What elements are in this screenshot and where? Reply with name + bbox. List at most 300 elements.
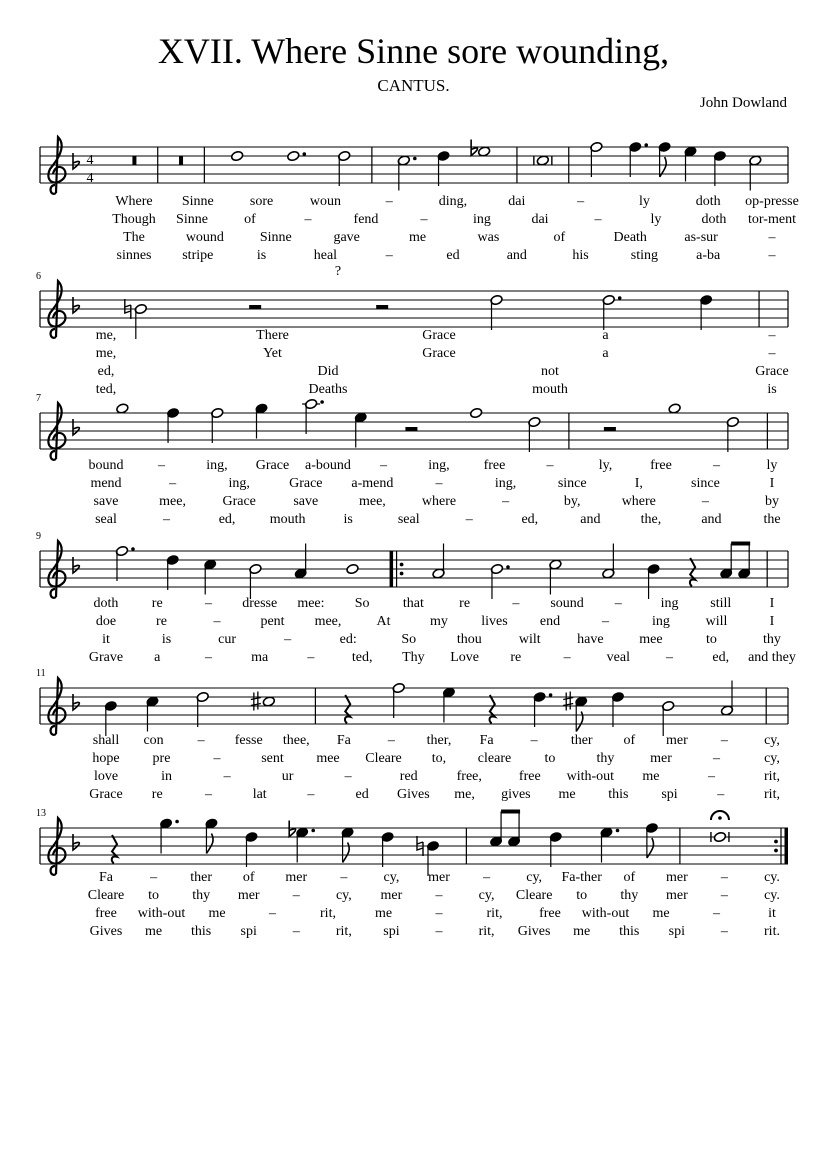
lyric-syllable: cy, [526, 870, 543, 885]
lyric-syllable: Did [317, 364, 339, 379]
lyric-syllable: – [713, 906, 720, 921]
half-rest-icon [376, 305, 388, 309]
lyric-syllable: me [573, 924, 591, 939]
lyric-syllable: ed, [218, 512, 236, 527]
lyric-syllable: mer [380, 888, 403, 903]
lyric-syllable: ther, [426, 733, 452, 748]
lyric-syllable: – [713, 458, 720, 473]
lyric-syllable: – [546, 458, 554, 473]
lyric-syllable: mee [639, 632, 663, 647]
lyric-syllable: thy [763, 632, 781, 647]
notehead [287, 150, 300, 161]
breve-rest-icon [132, 156, 136, 165]
lyric-syllable: Fa [99, 870, 113, 885]
lyric-syllable: – [465, 512, 473, 527]
lyric-syllable: thy [192, 888, 211, 903]
lyric-verse [96, 328, 777, 343]
lyric-syllable: is [343, 512, 353, 527]
notehead [262, 696, 275, 707]
lyric-syllable: his [572, 248, 589, 263]
lyric-syllable: ted, [351, 650, 373, 665]
lyric-syllable: doth [701, 212, 727, 227]
lyric-syllable: – [720, 924, 728, 939]
lyric-syllable: – [150, 870, 158, 885]
lyric-syllable: of [242, 870, 255, 885]
dot [549, 693, 553, 697]
lyric-syllable: – [269, 906, 276, 921]
lyric-syllable: ted, [95, 382, 117, 397]
lyric-syllable: as-sur [684, 230, 718, 245]
lyric-syllable: rit, [335, 924, 352, 939]
key-signature-flat-icon [73, 153, 79, 169]
lyric-syllable: to, [431, 751, 447, 766]
lyric-syllable: ing, [494, 476, 517, 491]
lyric-syllable: mer [665, 733, 688, 748]
lyric-syllable: – [602, 614, 609, 629]
staff-system [36, 668, 788, 802]
lyric-syllable: Cleare [515, 888, 553, 903]
lyric-verse [102, 632, 781, 647]
lyric-syllable: – [768, 328, 776, 343]
repeat-start-barline [390, 551, 394, 587]
lyric-syllable: mer [285, 870, 308, 885]
lyric-syllable: op-presse [745, 194, 799, 209]
lyric-syllable: heal [313, 248, 338, 263]
lyric-syllable: ing, [228, 476, 250, 491]
lyric-syllable: Fa-ther [561, 870, 602, 885]
lyric-syllable: bound [88, 458, 124, 473]
lyric-verse [99, 870, 780, 885]
lyric-syllable: the, [640, 512, 662, 527]
lyric-syllable: spi [240, 924, 257, 939]
lyric-syllable: ed, [97, 364, 115, 379]
lyric-verse [90, 924, 780, 939]
lyric-syllable: shall [92, 733, 120, 748]
lyric-syllable: red [399, 769, 418, 784]
staff-system [36, 393, 788, 527]
lyric-syllable: is [161, 632, 172, 647]
lyric-syllable: – [340, 870, 348, 885]
lyric-syllable: Grace [255, 458, 290, 473]
lyric-syllable: to [706, 632, 717, 647]
lyric-syllable: – [502, 494, 510, 509]
lyric-syllable: is [256, 248, 267, 263]
lyric-syllable: – [213, 751, 221, 766]
quarter-rest-icon [490, 695, 495, 723]
lyric-syllable: – [768, 248, 776, 263]
lyric-syllable: a-bound [305, 458, 351, 473]
lyric-syllable: – [344, 769, 352, 784]
lyric-syllable: me [409, 230, 427, 245]
lyric-verse [96, 614, 775, 629]
lyric-syllable: – [163, 512, 171, 527]
lyric-syllable: ing, [428, 458, 450, 473]
lyric-syllable: to [544, 751, 556, 766]
dot [618, 296, 622, 300]
key-signature-flat-icon [73, 419, 79, 435]
notehead [536, 155, 549, 166]
lyric-verse [89, 787, 780, 802]
lyric-syllable: mer [428, 870, 450, 885]
lyric-syllable: ing [473, 212, 491, 227]
lyric-syllable: sore [249, 194, 274, 209]
beam [501, 810, 520, 814]
lyric-syllable: re [156, 614, 167, 629]
lyric-syllable: re [510, 650, 522, 665]
notehead [231, 150, 244, 161]
lyric-syllable: – [717, 787, 725, 802]
lyric-syllable: by, [563, 494, 581, 509]
lyric-syllable: free, [456, 769, 482, 784]
lyric-syllable: fesse [234, 733, 263, 748]
lyric-syllable: Yet [263, 346, 282, 361]
lyric-syllable: cy, [478, 888, 495, 903]
key-signature-flat-icon [73, 557, 79, 573]
repeat-end-barline [785, 828, 789, 864]
lyric-syllable: ly [638, 194, 650, 209]
lyric-syllable: free [483, 458, 506, 473]
lyric-verse [115, 194, 798, 209]
lyric-syllable: doth [93, 596, 119, 611]
lyric-verse [94, 769, 780, 784]
lyric-syllable: – [614, 596, 622, 611]
quarter-rest-icon [690, 558, 695, 586]
lyric-syllable: gave [333, 230, 360, 245]
lyric-syllable: Grace [422, 346, 456, 361]
lyric-syllable: At [376, 614, 391, 629]
lyric-syllable: I, [634, 476, 643, 491]
lyric-syllable: mouth [269, 512, 306, 527]
lyric-syllable: cy, [383, 870, 400, 885]
lyric-syllable: Fa [479, 733, 494, 748]
lyric-syllable: I [769, 596, 775, 611]
lyric-syllable: There [256, 328, 289, 343]
lyric-syllable: cur [218, 632, 237, 647]
composer-name: John Dowland [699, 95, 787, 111]
lyric-syllable: is [767, 382, 777, 397]
lyric-syllable: have [577, 632, 604, 647]
lyric-syllable: cy. [764, 888, 780, 903]
repeat-dot [400, 572, 404, 576]
lyric-syllable: cy, [764, 733, 780, 748]
lyric-syllable: not [541, 364, 559, 379]
lyric-syllable: mee: [297, 596, 325, 611]
lyric-syllable: – [385, 248, 393, 263]
lyric-syllable: thy [596, 751, 615, 766]
lyric-syllable: – [284, 632, 292, 647]
quarter-rest-icon [345, 695, 350, 723]
lyric-syllable: still [710, 596, 732, 611]
lyric-syllable: rit, [320, 906, 336, 921]
lyric-syllable: me [652, 906, 670, 921]
measure-number: 13 [36, 808, 46, 819]
lyric-syllable: dai [531, 212, 549, 227]
lyric-syllable: pre [152, 751, 171, 766]
lyric-syllable: I [769, 476, 775, 491]
lyric-syllable: and [701, 512, 722, 527]
lyric-syllable: Cleare [87, 888, 125, 903]
lyric-syllable: my [430, 614, 448, 629]
lyric-syllable: cy, [335, 888, 352, 903]
lyric-syllable: mee [316, 751, 340, 766]
editorial-mark: ? [334, 264, 342, 279]
lyric-syllable: – [435, 906, 443, 921]
staff-system [36, 531, 796, 665]
key-signature-flat-icon [73, 694, 79, 710]
beam [731, 542, 750, 546]
lyric-syllable: it [102, 632, 110, 647]
lyric-syllable: – [380, 458, 387, 473]
lyric-syllable: rit, [764, 787, 780, 802]
lyric-syllable: this [608, 787, 629, 802]
lyric-syllable: me [374, 906, 393, 921]
lyric-syllable: seal [95, 512, 117, 527]
lyric-syllable: rit, [478, 924, 495, 939]
lyric-syllable: ing [652, 614, 670, 629]
lyric-syllable: ma [251, 650, 269, 665]
lyric-syllable: the [763, 512, 781, 527]
breve-rest-icon [179, 156, 183, 165]
lyric-syllable: – [713, 751, 720, 766]
lyric-verse [96, 346, 777, 361]
lyric-syllable: to [148, 888, 160, 903]
lyric-syllable: pent [260, 614, 285, 629]
lyric-syllable: rit, [486, 906, 503, 921]
lyric-syllable: woun [309, 194, 341, 209]
notehead [346, 563, 359, 574]
lyric-syllable: – [512, 596, 520, 611]
dot [644, 143, 648, 147]
lyric-syllable: thee, [282, 733, 310, 748]
lyric-syllable: rit, [764, 769, 780, 784]
lyric-syllable: hope [92, 751, 120, 766]
lyric-syllable: mer [665, 888, 688, 903]
lyric-syllable: mee, [358, 494, 386, 509]
lyric-syllable: – [213, 614, 221, 629]
lyric-syllable: me [642, 769, 660, 784]
half-rest-icon [405, 427, 417, 431]
lyric-syllable: – [223, 769, 231, 784]
half-rest-icon [604, 427, 616, 431]
notehead [478, 146, 491, 157]
lyric-syllable: – [720, 870, 728, 885]
lyric-syllable: cy. [764, 870, 780, 885]
lyric-syllable: – [387, 733, 395, 748]
lyric-syllable: Grave [88, 650, 124, 665]
lyric-syllable: love [93, 769, 119, 784]
notehead [470, 407, 483, 418]
lyric-syllable: lat [252, 787, 267, 802]
repeat-dot [774, 849, 778, 853]
lyric-syllable: Grace [222, 494, 256, 509]
lyric-syllable: – [420, 212, 428, 227]
lyric-syllable: save [293, 494, 319, 509]
lyric-syllable: that [402, 596, 424, 611]
notehead [668, 403, 681, 414]
lyric-syllable: – [577, 194, 585, 209]
key-signature-flat-icon [73, 834, 79, 850]
repeat-dot [400, 563, 404, 567]
lyric-syllable: mouth [532, 382, 568, 397]
lyric-syllable: will [705, 614, 728, 629]
lyric-syllable: Fa [336, 733, 351, 748]
lyric-syllable: free [518, 769, 541, 784]
dot [311, 829, 315, 833]
lyric-syllable: Death [613, 230, 647, 245]
lyric-syllable: – [707, 769, 715, 784]
sharp-icon [563, 692, 573, 711]
lyric-syllable: re [459, 596, 471, 611]
lyric-syllable: – [292, 924, 300, 939]
lyric-syllable: – [594, 212, 602, 227]
lyric-verse [117, 248, 777, 263]
lyric-syllable: Gives [89, 924, 123, 939]
lyric-syllable: – [768, 346, 776, 361]
lyric-syllable: with-out [137, 906, 186, 921]
staff-system [36, 264, 789, 397]
dot [616, 829, 620, 833]
measure-number: 6 [36, 271, 41, 282]
lyric-verse [96, 382, 777, 397]
measure-number: 11 [36, 668, 46, 679]
lyric-verse [94, 494, 779, 509]
lyric-syllable: and they [748, 650, 796, 665]
page-title: XVII. Where Sinne sore wounding, [157, 31, 670, 71]
lyric-syllable: rit. [764, 924, 780, 939]
lyric-syllable: mee, [159, 494, 187, 509]
lyric-syllable: mer [237, 888, 260, 903]
staff-system [40, 137, 799, 263]
notehead [116, 403, 129, 414]
lyric-syllable: – [385, 194, 393, 209]
lyric-syllable: ed, [712, 650, 730, 665]
lyric-syllable: ly [650, 212, 662, 227]
lyric-syllable: mer [665, 870, 688, 885]
lyric-verse [98, 364, 789, 379]
lyric-syllable: Sinne [176, 212, 208, 227]
lyric-syllable: sting [630, 248, 659, 263]
lyric-syllable: sinnes [116, 248, 152, 263]
lyric-syllable: – [204, 787, 212, 802]
lyric-syllable: – [720, 888, 728, 903]
lyric-syllable: cy, [764, 751, 780, 766]
lyric-syllable: Grace [422, 328, 456, 343]
time-signature-numerator: 4 [86, 153, 94, 168]
lyric-syllable: Gives [397, 787, 430, 802]
lyric-syllable: – [435, 924, 443, 939]
key-signature-flat-icon [73, 297, 79, 313]
lyric-verse [95, 512, 780, 527]
lyric-syllable: and [506, 248, 527, 263]
lyric-syllable: mend [90, 476, 122, 491]
lyric-syllable: fend [353, 212, 379, 227]
lyric-verse [93, 733, 780, 748]
lyric-syllable: sent [261, 751, 284, 766]
lyric-syllable: ur [281, 769, 294, 784]
lyric-syllable: in [161, 769, 172, 784]
dot [175, 820, 179, 824]
lyric-syllable: – [292, 888, 300, 903]
lyric-syllable: of [623, 733, 636, 748]
lyric-syllable: a [154, 650, 161, 665]
lyric-syllable: and [580, 512, 601, 527]
lyric-syllable: sound [550, 596, 584, 611]
lyric-syllable: – [435, 888, 443, 903]
lyric-verse [89, 650, 796, 665]
lyric-syllable: Gives [517, 924, 551, 939]
lyric-syllable: me, [95, 328, 117, 343]
dot [320, 400, 324, 404]
lyric-syllable: with-out [566, 769, 615, 784]
lyric-syllable: – [701, 494, 709, 509]
lyric-syllable: cleare [477, 751, 512, 766]
lyric-syllable: since [557, 476, 587, 491]
lyric-syllable: doe [95, 614, 117, 629]
lyric-syllable: – [307, 650, 315, 665]
dot [131, 547, 135, 551]
lyric-syllable: wound [185, 230, 224, 245]
lyric-syllable: veal [606, 650, 630, 665]
lyric-verse [95, 906, 776, 921]
lyric-syllable: free [650, 458, 672, 473]
lyric-syllable: to [576, 888, 588, 903]
lyric-verse [112, 212, 796, 227]
measure-number: 9 [36, 531, 41, 542]
lyric-syllable: – [768, 230, 776, 245]
lyric-syllable: spi [383, 924, 400, 939]
lyric-syllable: ding, [438, 194, 468, 209]
lyric-syllable: lives [481, 614, 508, 629]
lyric-syllable: me [208, 906, 226, 921]
lyric-syllable: ed [355, 787, 369, 802]
lyric-syllable: ing, [206, 458, 228, 473]
lyric-syllable: I [769, 614, 775, 629]
lyric-syllable: ed, [521, 512, 539, 527]
lyric-syllable: a [602, 346, 609, 361]
lyric-syllable: – [197, 733, 205, 748]
lyric-syllable: – [304, 212, 312, 227]
lyric-syllable: Sinne [181, 194, 214, 209]
lyric-syllable: tor-ment [748, 212, 796, 227]
lyric-syllable: – [158, 458, 165, 473]
lyric-syllable: end [539, 614, 561, 629]
lyric-syllable: – [435, 476, 443, 491]
lyric-syllable: Deaths [308, 382, 348, 397]
dot [302, 152, 306, 156]
lyric-syllable: me [145, 924, 163, 939]
lyric-syllable: So [354, 596, 370, 611]
lyric-syllable: mer [650, 751, 672, 766]
lyric-syllable: – [169, 476, 177, 491]
lyric-verse [94, 596, 775, 611]
lyric-syllable: free [539, 906, 561, 921]
lyric-syllable: of [244, 212, 256, 227]
lyric-syllable: by [765, 494, 779, 509]
lyric-syllable: thou [456, 632, 482, 647]
lyric-syllable: Sinne [259, 230, 292, 245]
lyric-syllable: ly [766, 458, 778, 473]
lyric-syllable: me, [95, 346, 117, 361]
lyric-syllable: Though [112, 212, 156, 227]
lyric-syllable: of [623, 870, 636, 885]
lyric-syllable: stripe [182, 248, 214, 263]
lyric-syllable: me, [454, 787, 475, 802]
quarter-rest-icon [112, 835, 117, 863]
lyric-syllable: dresse [242, 596, 278, 611]
lyric-syllable: ing [660, 596, 679, 611]
lyric-syllable: me [558, 787, 576, 802]
sharp-icon [251, 692, 261, 711]
